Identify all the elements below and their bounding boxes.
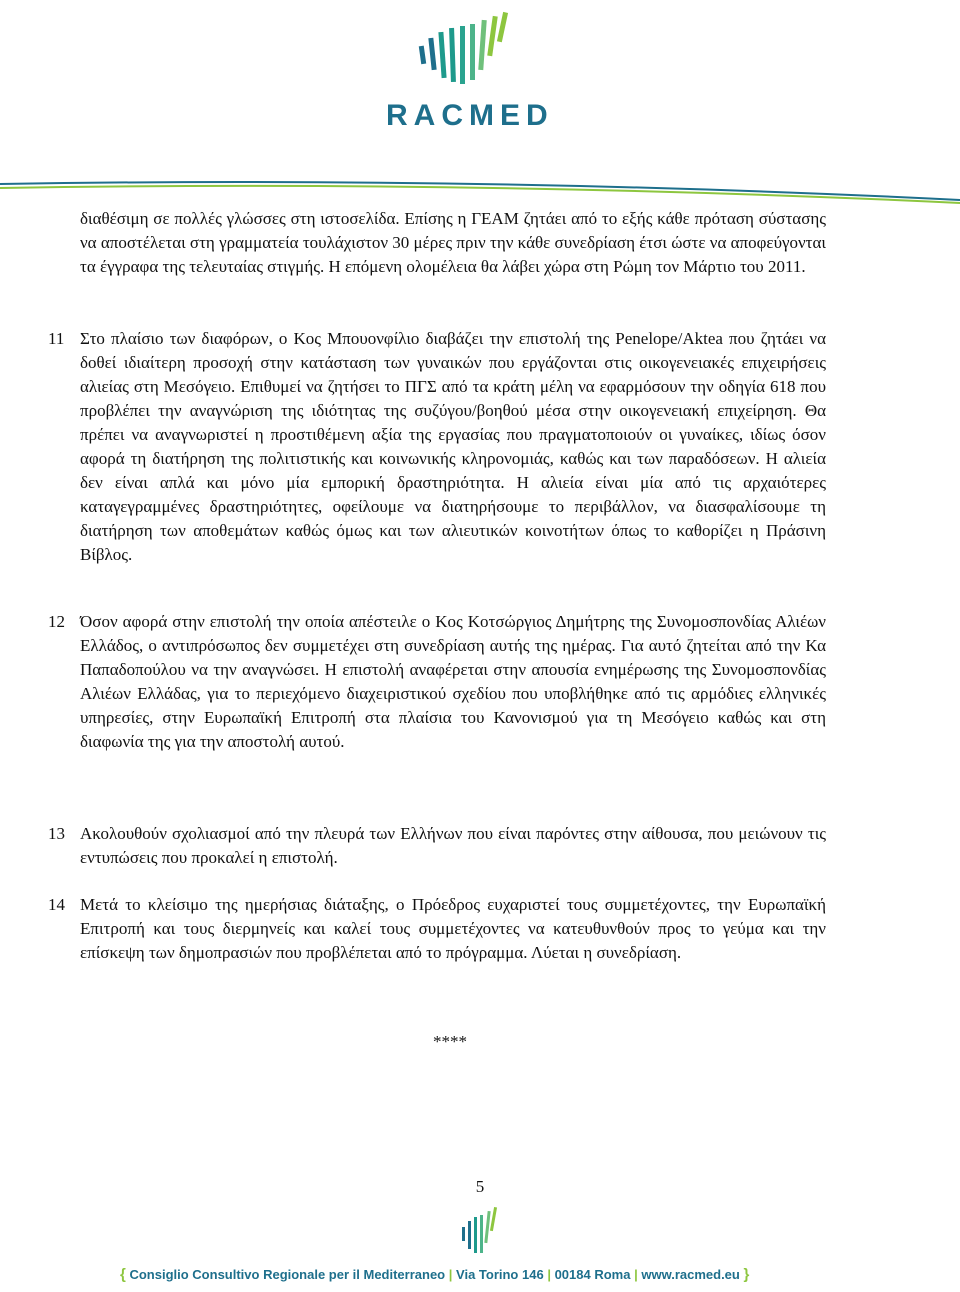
section-separator: **** <box>433 1032 467 1051</box>
footer-divider: | <box>448 1267 453 1282</box>
footer-org: Consiglio Consultivo Regionale per il Mediterraneo <box>129 1267 446 1282</box>
item-number: 14 <box>48 895 65 914</box>
page-number: 5 <box>475 1177 485 1196</box>
intro-paragraph: διαθέσιμη σε πολλές γλώσσες στη ιστοσελίδα. Επίσης η ΓΕΑΜ ζητάει από το εξής κάθε πρόταση σύστασης να αποστέλεται στη γραμματεία τουλάχιστον 30 μέρες πριν την κάθε συνεδρίαση έτσι ώστε να αποφεύγονται τα έγγραφα της τελευταίας στιγμής. Η επόμενη ολομέλεια θα λάβει χώρα στη Ρώμη τον Μάρτιο του 2011. <box>80 209 826 276</box>
fish-logo-icon <box>410 8 550 98</box>
logo-text: RACMED <box>386 99 554 132</box>
footer-divider: | <box>634 1267 638 1282</box>
header-logo <box>0 0 960 135</box>
item-text: Μετά το κλείσιμο της ημερήσιας διάταξης, ο Πρόεδρος ευχαριστεί τους συμμετέχοντες, την Ευρωπαϊκή Επιτροπή και τους διερμηνείς και καλεί τους συμμετέχοντες να κατευθυνθούν προς το γεύμα και την επίσκεψη των δημοπρασιών που προβλέπεται από το πρόγραμμα. Λύεται η συνεδρίαση. <box>80 895 826 962</box>
item-number: 13 <box>48 824 65 843</box>
footer-close-brace: } <box>743 1266 750 1283</box>
footer-open-brace: { <box>120 1266 126 1283</box>
footer-street: Via Torino 146 <box>456 1267 544 1282</box>
footer-website-link[interactable]: www.racmed.eu <box>641 1267 740 1282</box>
footer-divider: | <box>547 1267 551 1282</box>
item-text: Ακολουθούν σχολιασμοί από την πλευρά των Ελλήνων που είναι παρόντες στην αίθουσα, που μειώνουν τις εντυπώσεις που προκαλεί η επιστολή. <box>80 824 826 867</box>
list-item <box>48 327 826 567</box>
logo-wordmark <box>386 99 576 133</box>
list-item <box>48 893 826 965</box>
footer-city: 00184 Roma <box>554 1267 631 1282</box>
item-number: 12 <box>48 612 65 631</box>
footer-fish-logo-icon <box>458 1205 502 1261</box>
list-item <box>48 610 826 754</box>
footer-contact <box>120 1266 840 1283</box>
item-text: Στο πλαίσιο των διαφόρων, ο Κος Μπουονφίλιο διαβάζει την επιστολή της Penelope/Aktea που ζητάει να δοθεί ιδιαίτερη προσοχή στην κατάσταση των γυναικών που εργάζονται στις οικογενειακές επιχειρήσεις αλιείας στη Μεσόγειο. Επιθυμεί να ζητήσει το ΠΓΣ από τα κράτη μέλη να εφαρμόσουν την οδηγία 618 που προβλέπει την αναγνώριση της ιδιότητας της συζύγου/βοηθού μέσα στην οικογενειακή επιχείρηση. Θα πρέπει να αναγνωριστεί η προστιθέμενη αξία της εργασίας που πραγματοποιούν οι γυναίκες, ιδίως όσον αφορά τη διατήρηση της πολιτιστικής και κοινωνικής κληρονομιάς, καθώς και των παραδόσεων. Η αλιεία δεν είναι απλά και μόνο μία εμπορική δραστηριότητα. Η αλιεία είναι μία από τις αρχαιότερες καταγεγραμμένες δραστηριότητες, οφείλουμε να διατηρήσουμε το περιβάλλον, να διασφαλίσουμε τη διατήρηση των αποθεμάτων καθώς όμως και των αλιευτικών κοινοτήτων όπως το καθορίζει η Πράσινη Βίβλος. <box>80 329 826 564</box>
item-text: Όσον αφορά στην επιστολή την οποία απέστειλε ο Κος Κοτσώργιος Δημήτρης της Συνομοσπονδίας Αλιέων Ελλάδος, ο αντιπρόσωπος δεν συμμετέχει στη συνεδρίαση αυτής της ημέρας. Για αυτό ζητείται από την Κα Παπαδοπούλου να την αναγνώσει. Η επιστολή αναφέρεται στην απουσία ενημέρωσης της Συνομοσπονδίας Αλιέων Ελλάδας, για το περιεχόμενο διαχειριστικού σχεδίου που υποβλήθηκε από τις αρμόδιες ελληνικές υπηρεσίες, στην Ευρωπαϊκή Επιτροπή στα πλαίσια του Κανονισμού για τη Μεσόγειο καθώς και στη διαφωνία της για την αποστολή αυτού. <box>80 612 826 751</box>
header-divider <box>0 178 960 204</box>
list-item <box>48 822 826 870</box>
item-number: 11 <box>48 329 65 348</box>
